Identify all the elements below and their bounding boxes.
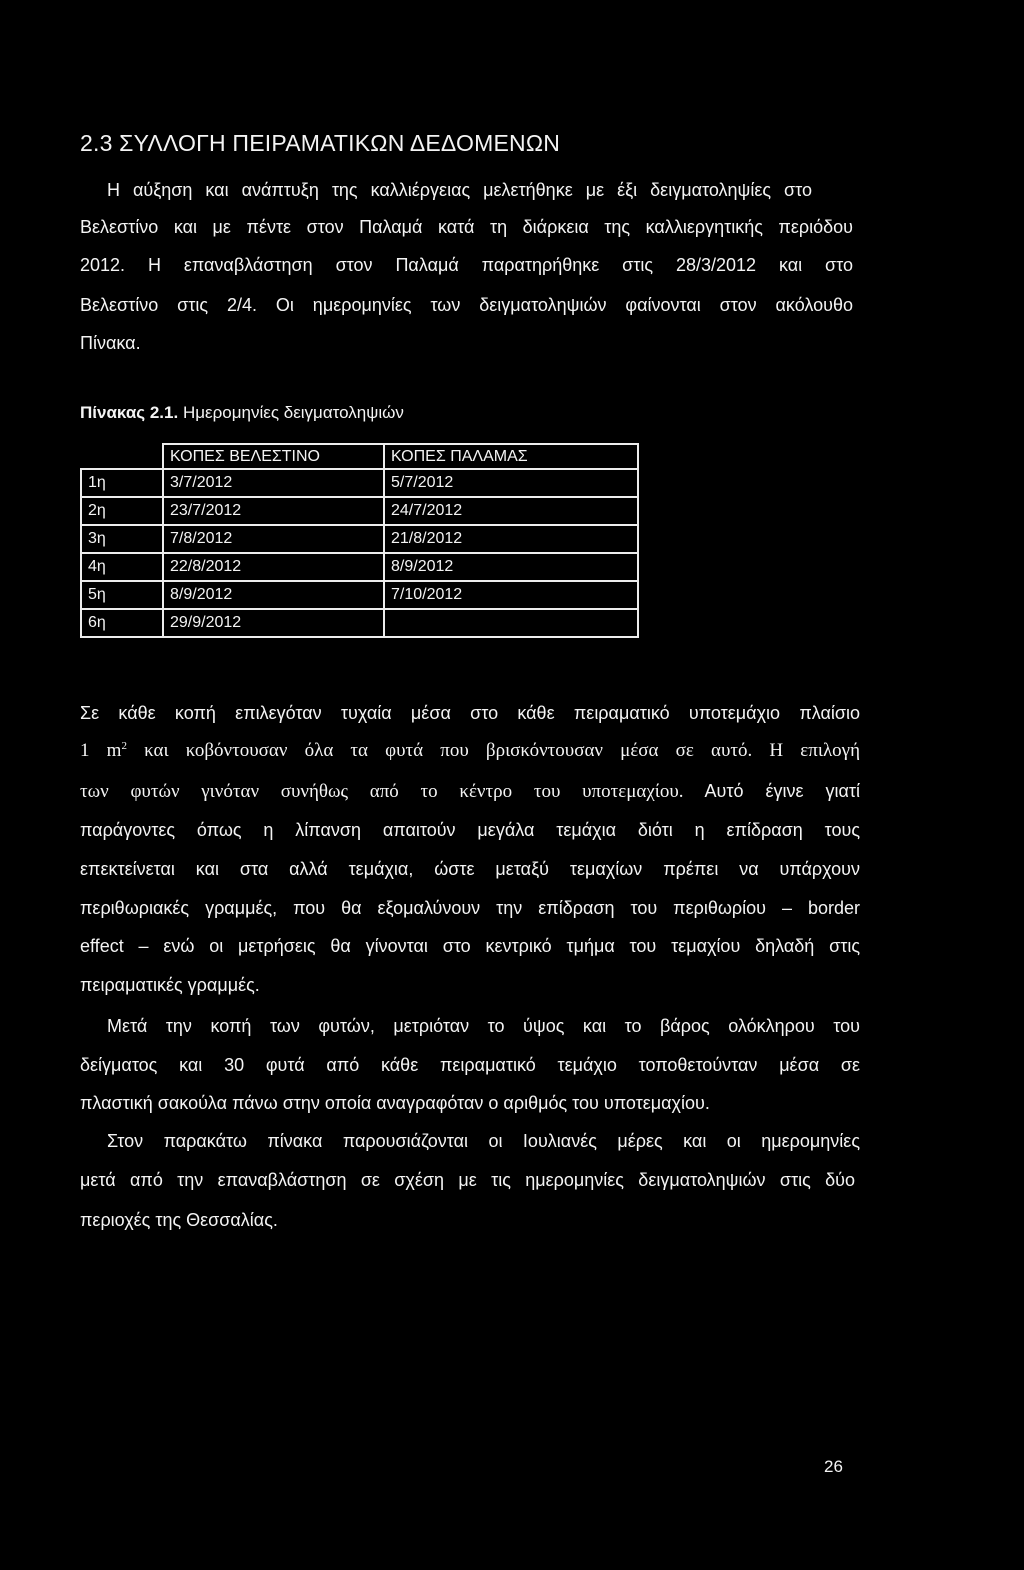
paragraph-line: effect – ενώ οι μετρήσεις θα γίνονται στο κεντρικό τμήμα του τεμαχίου δηλαδή στις — [80, 936, 860, 956]
paragraph-line: μετά από την επαναβλάστηση σε σχέση με τις ημερομηνίες δειγματοληψιών στις δύο — [80, 1170, 855, 1190]
cell-palamas-date — [384, 609, 638, 637]
cell-palamas-date: 21/8/2012 — [384, 525, 638, 553]
table-row — [81, 609, 638, 637]
header-cell-blank — [81, 444, 163, 469]
cell-velestino-date: 3/7/2012 — [163, 469, 384, 497]
paragraph-line: Στον παρακάτω πίνακα παρουσιάζονται οι Ιουλιανές μέρες και οι ημερομηνίες — [107, 1131, 860, 1151]
cell-palamas-date: 8/9/2012 — [384, 553, 638, 581]
area-value: 1 m — [80, 740, 122, 761]
header-palamas: ΚΟΠΕΣ ΠΑΛΑΜΑΣ — [384, 444, 638, 469]
paragraph-line: δείγματος και 30 φυτά από κάθε πειραματικό τεμάχιο τοποθετούνταν μέσα σε — [80, 1055, 860, 1075]
header-velestino: ΚΟΠΕΣ ΒΕΛΕΣΤΙΝΟ — [163, 444, 384, 469]
table-row — [81, 525, 638, 553]
cell-velestino-date: 23/7/2012 — [163, 497, 384, 525]
sampling-dates-table — [80, 443, 639, 638]
paragraph-line-text: των φυτών γινόταν συνήθως από το κέντρο του υποτεμαχίου. — [80, 781, 684, 802]
table-row — [81, 497, 638, 525]
paragraph-line: πειραματικές γραμμές. — [80, 975, 260, 995]
paragraph-line: 2012. Η επαναβλάστηση στον Παλαμά παρατηρήθηκε στις 28/3/2012 και στο — [80, 255, 853, 275]
cell-velestino-date: 22/8/2012 — [163, 553, 384, 581]
cell-cut-number: 1η — [81, 469, 163, 497]
paragraph-line: περιθωριακές γραμμές, που θα εξομαλύνουν την επίδραση του περιθωρίου – border — [80, 898, 860, 918]
paragraph-line: παράγοντες όπως η λίπανση απαιτούν μεγάλα τεμάχια διότι η επίδραση τους — [80, 820, 860, 840]
cell-palamas-date: 24/7/2012 — [384, 497, 638, 525]
table-row — [81, 469, 638, 497]
table-caption — [80, 400, 404, 426]
paragraph-line: Βελεστίνο και με πέντε στον Παλαμά κατά τη διάρκεια της καλλιεργητικής περιόδου — [80, 217, 853, 237]
paragraph-line: πλαστική σακούλα πάνω στην οποία αναγραφόταν ο αριθμός του υποτεμαχίου. — [80, 1093, 710, 1113]
cell-cut-number: 3η — [81, 525, 163, 553]
table-row — [81, 581, 638, 609]
paragraph-line: Βελεστίνο στις 2/4. Οι ημερομηνίες των δειγματοληψιών φαίνονται στον ακόλουθο — [80, 295, 853, 315]
paragraph-line-text: Αυτό έγινε γιατί — [704, 781, 860, 801]
cell-cut-number: 4η — [81, 553, 163, 581]
table-header-row — [81, 444, 638, 469]
section-heading: 2.3 ΣΥΛΛΟΓΗ ΠΕΙΡΑΜΑΤΙΚΩΝ ΔΕΔΟΜΕΝΩΝ — [80, 130, 561, 156]
page-number: 26 — [824, 1457, 843, 1476]
table-caption-label: Πίνακας 2.1. — [80, 403, 179, 422]
table-caption-text: Ημερομηνίες δειγματοληψιών — [182, 403, 404, 422]
paragraph-line — [80, 738, 860, 764]
paragraph-line: Πίνακα. — [80, 333, 141, 353]
cell-velestino-date: 7/8/2012 — [163, 525, 384, 553]
paragraph-line: περιοχές της Θεσσαλίας. — [80, 1210, 278, 1230]
paragraph-line: Η αύξηση και ανάπτυξη της καλλιέργειας μελετήθηκε με έξι δειγματοληψίες στο — [107, 180, 812, 200]
cell-palamas-date: 7/10/2012 — [384, 581, 638, 609]
cell-velestino-date: 29/9/2012 — [163, 609, 384, 637]
area-superscript: 2 — [121, 740, 127, 752]
table-row — [81, 553, 638, 581]
paragraph-line: Σε κάθε κοπή επιλεγόταν τυχαία μέσα στο κάθε πειραματικό υποτεμάχιο πλαίσιο — [80, 703, 860, 723]
paragraph-line-text: και κοβόντουσαν όλα τα φυτά που βρισκόντουσαν μέσα σε αυτό. Η επιλογή — [144, 740, 861, 761]
paragraph-line: Μετά την κοπή των φυτών, μετριόταν το ύψος και το βάρος ολόκληρου του — [107, 1016, 860, 1036]
cell-velestino-date: 8/9/2012 — [163, 581, 384, 609]
cell-cut-number: 6η — [81, 609, 163, 637]
cell-cut-number: 5η — [81, 581, 163, 609]
paragraph-line: επεκτείνεται και στα αλλά τεμάχια, ώστε μεταξύ τεμαχίων πρέπει να υπάρχουν — [80, 859, 860, 879]
paragraph-line — [80, 778, 860, 804]
cell-palamas-date: 5/7/2012 — [384, 469, 638, 497]
cell-cut-number: 2η — [81, 497, 163, 525]
